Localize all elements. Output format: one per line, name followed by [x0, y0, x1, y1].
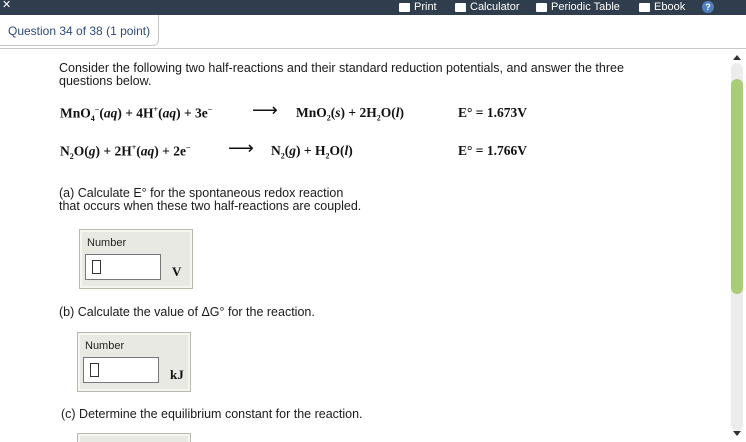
text-cursor-icon	[90, 363, 99, 377]
part-c-number-box	[77, 433, 191, 442]
reaction-2-products: $N_2(g) + H_2O(l)$	[271, 143, 353, 161]
part-b-number-input[interactable]	[83, 357, 159, 383]
reaction-2-arrow: ⟶	[228, 138, 254, 159]
reaction-1-potential: E° = 1.673V	[458, 105, 527, 120]
part-a-number-box	[79, 229, 193, 289]
periodic-table-label: Periodic Table	[551, 1, 620, 13]
printer-icon	[399, 3, 410, 12]
calculator-icon	[455, 3, 466, 12]
part-b-text: (b) Calculate the value of ΔG° for the reaction.	[59, 305, 315, 319]
book-icon	[639, 3, 650, 12]
question-tab[interactable]: Question 34 of 38 (1 point)	[0, 15, 159, 46]
top-toolbar	[0, 0, 746, 15]
print-button[interactable]	[399, 0, 437, 14]
reaction-1-arrow: ⟶	[252, 100, 278, 121]
part-a-number-label: Number	[87, 237, 127, 249]
part-a-number-input[interactable]	[85, 254, 161, 280]
calculator-button[interactable]	[455, 0, 520, 14]
part-a-unit: V	[172, 264, 182, 279]
part-b-unit: kJ	[170, 367, 184, 382]
scroll-up-arrow-icon[interactable]	[733, 55, 741, 60]
reaction-1-products: $MnO_2(s) + 2H_2O(l)$	[296, 105, 404, 123]
logo-icon: ✕	[2, 0, 12, 11]
part-c-text: (c) Determine the equilibrium constant for the reaction.	[61, 407, 363, 421]
reaction-2-potential: E° = 1.766V	[458, 143, 527, 158]
intro-line-1: Consider the following two half-reactions and their standard reduction potentials, and answer the three	[59, 61, 624, 75]
part-b-number-box	[77, 332, 191, 392]
text-cursor-icon	[92, 260, 101, 274]
vertical-scrollbar[interactable]	[728, 49, 746, 442]
print-label: Print	[414, 1, 437, 13]
ebook-button[interactable]	[639, 0, 685, 14]
periodic-table-icon	[536, 3, 547, 12]
question-header	[0, 15, 746, 49]
part-a-line-1: (a) Calculate E° for the spontaneous redox reaction	[59, 186, 344, 200]
scroll-thumb[interactable]	[731, 79, 743, 294]
reaction-2-reactants: $N_2O(g) + 2H^+(aq) + 2e^-$	[60, 143, 191, 162]
part-a-line-2: that occurs when these two half-reactions are coupled.	[59, 199, 362, 213]
reaction-1-reactants: MnO$_4$−(aq) + 4H+(aq) + 3e−	[60, 105, 213, 124]
ebook-label: Ebook	[654, 1, 686, 13]
scroll-down-arrow-icon[interactable]	[733, 431, 741, 436]
part-b-number-label: Number	[85, 340, 125, 352]
question-content	[0, 49, 728, 442]
help-icon: ?	[702, 1, 714, 13]
periodic-table-button[interactable]	[536, 0, 620, 14]
help-button[interactable]	[702, 0, 714, 14]
intro-line-2: questions below.	[59, 74, 152, 88]
calculator-label: Calculator	[470, 1, 520, 13]
